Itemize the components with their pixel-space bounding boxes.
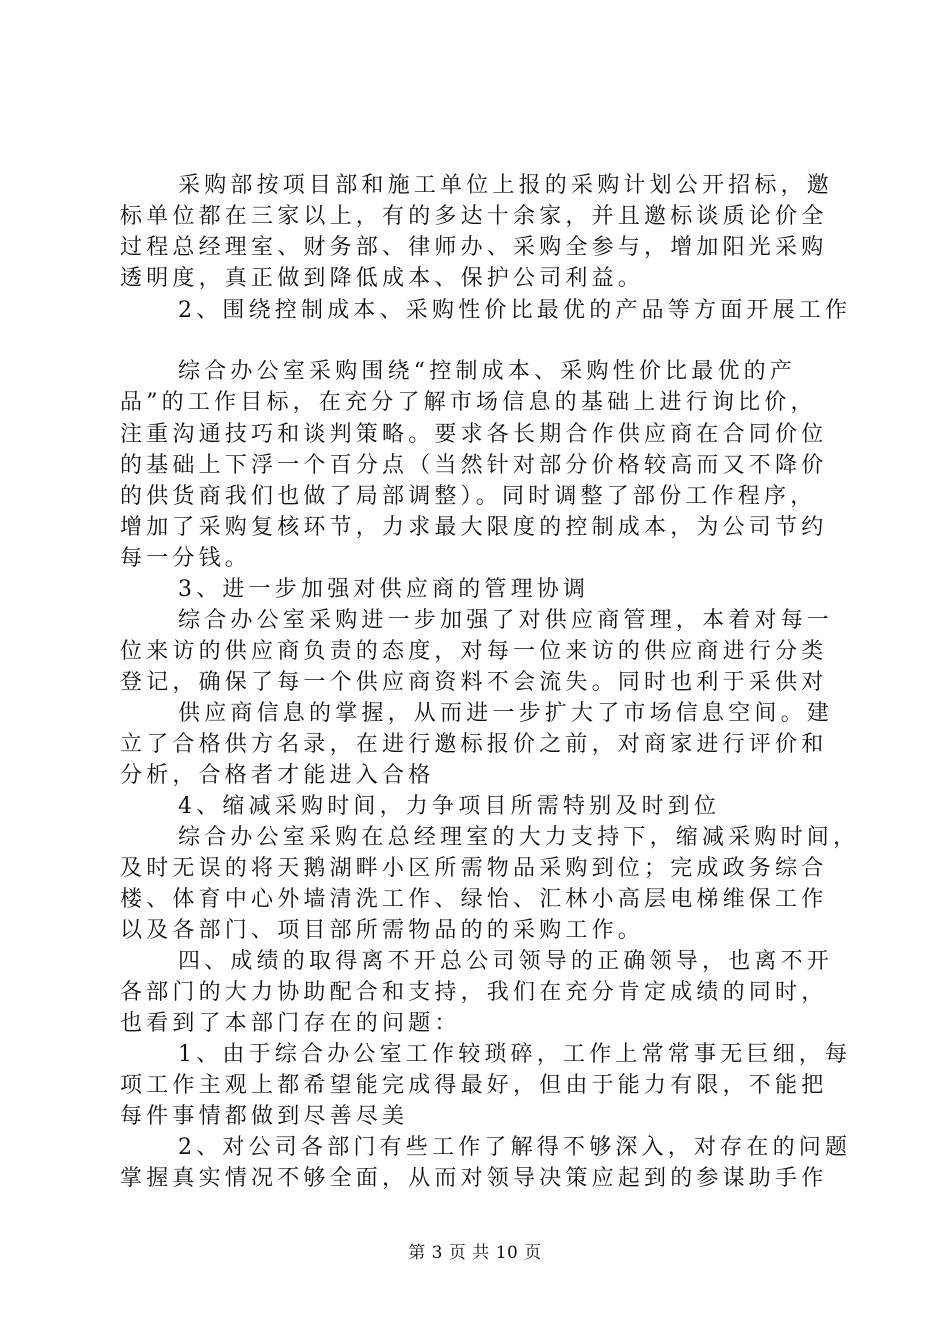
text-line: 及时无误的将天鹅湖畔小区所需物品采购到位；完成政务综合 bbox=[120, 856, 828, 881]
text-line: 的供货商我们也做了局部调整）。同时调整了部份工作程序， bbox=[120, 484, 817, 509]
text-line: 1、由于综合办公室工作较琐碎，工作上常常事无巨细，每 bbox=[178, 1042, 852, 1067]
text-line: 分析，合格者才能进入合格 bbox=[120, 763, 435, 788]
text-line: 位来访的供应商负责的态度，对每一位来访的供应商进行分类 bbox=[120, 639, 828, 664]
text-line: 2、围绕控制成本、采购性价比最优的产品等方面开展工作 bbox=[178, 298, 852, 323]
text-line: 综合办公室采购在总经理室的大力支持下，缩减采购时间， bbox=[178, 825, 860, 850]
text-line: 掌握真实情况不够全面，从而对领导决策应起到的参谋助手作 bbox=[120, 1166, 828, 1191]
text-line: 透明度，真正做到降低成本、保护公司利益。 bbox=[120, 266, 645, 291]
text-line: 4、缩减采购时间，力争项目所需特别及时到位 bbox=[178, 794, 721, 819]
text-line: 每一分钱。 bbox=[120, 546, 252, 571]
text-line: 项工作主观上都希望能完成得最好，但由于能力有限，不能把 bbox=[120, 1073, 828, 1098]
text-line: 采购部按项目部和施工单位上报的采购计划公开招标，邀 bbox=[178, 173, 834, 198]
text-line: 品”的工作目标，在充分了解市场信息的基础上进行询比价， bbox=[120, 390, 817, 415]
text-line: 楼、体育中心外墙清洗工作、绿怡、汇林小高层电梯维保工作 bbox=[120, 887, 828, 912]
text-line: 四、成绩的取得离不开总公司领导的正确领导，也离不开 bbox=[178, 949, 834, 974]
text-line: 标单位都在三家以上，有的多达十余家，并且邀标谈质论价全 bbox=[120, 204, 828, 229]
text-line: 各部门的大力协助配合和支持，我们在充分肯定成绩的同时， bbox=[120, 980, 828, 1005]
text-line: 注重沟通技巧和谈判策略。要求各长期合作供应商在合同价位 bbox=[120, 422, 828, 447]
text-line: 以及各部门、项目部所需物品的的采购工作。 bbox=[120, 918, 645, 943]
text-line: 增加了采购复核环节，力求最大限度的控制成本，为公司节约 bbox=[120, 515, 828, 540]
page-number-footer: 第 3 页 共 10 页 bbox=[408, 1243, 542, 1263]
text-line: 综合办公室采购进一步加强了对供应商管理，本着对每一 bbox=[178, 608, 834, 633]
text-line: 过程总经理室、财务部、律师办、采购全参与，增加阳光采购 bbox=[120, 235, 828, 260]
text-line: 登记，确保了每一个供应商资料不会流失。同时也利于采供对 bbox=[120, 670, 828, 695]
text-line: 每件事情都做到尽善尽美 bbox=[120, 1104, 409, 1129]
text-line: 3、进一步加强对供应商的管理协调 bbox=[178, 577, 590, 602]
text-line: 供应商信息的掌握，从而进一步扩大了市场信息空间。建 bbox=[178, 701, 834, 726]
text-line: 的基础上下浮一个百分点（当然针对部分价格较高而又不降价 bbox=[120, 453, 828, 478]
text-line: 也看到了本部门存在的问题： bbox=[120, 1011, 461, 1036]
text-line: 综合办公室采购围绕“控制成本、采购性价比最优的产 bbox=[178, 359, 797, 384]
text-line: 立了合格供方名录，在进行邀标报价之前，对商家进行评价和 bbox=[120, 732, 828, 757]
text-line: 2、对公司各部门有些工作了解得不够深入，对存在的问题 bbox=[178, 1135, 852, 1160]
